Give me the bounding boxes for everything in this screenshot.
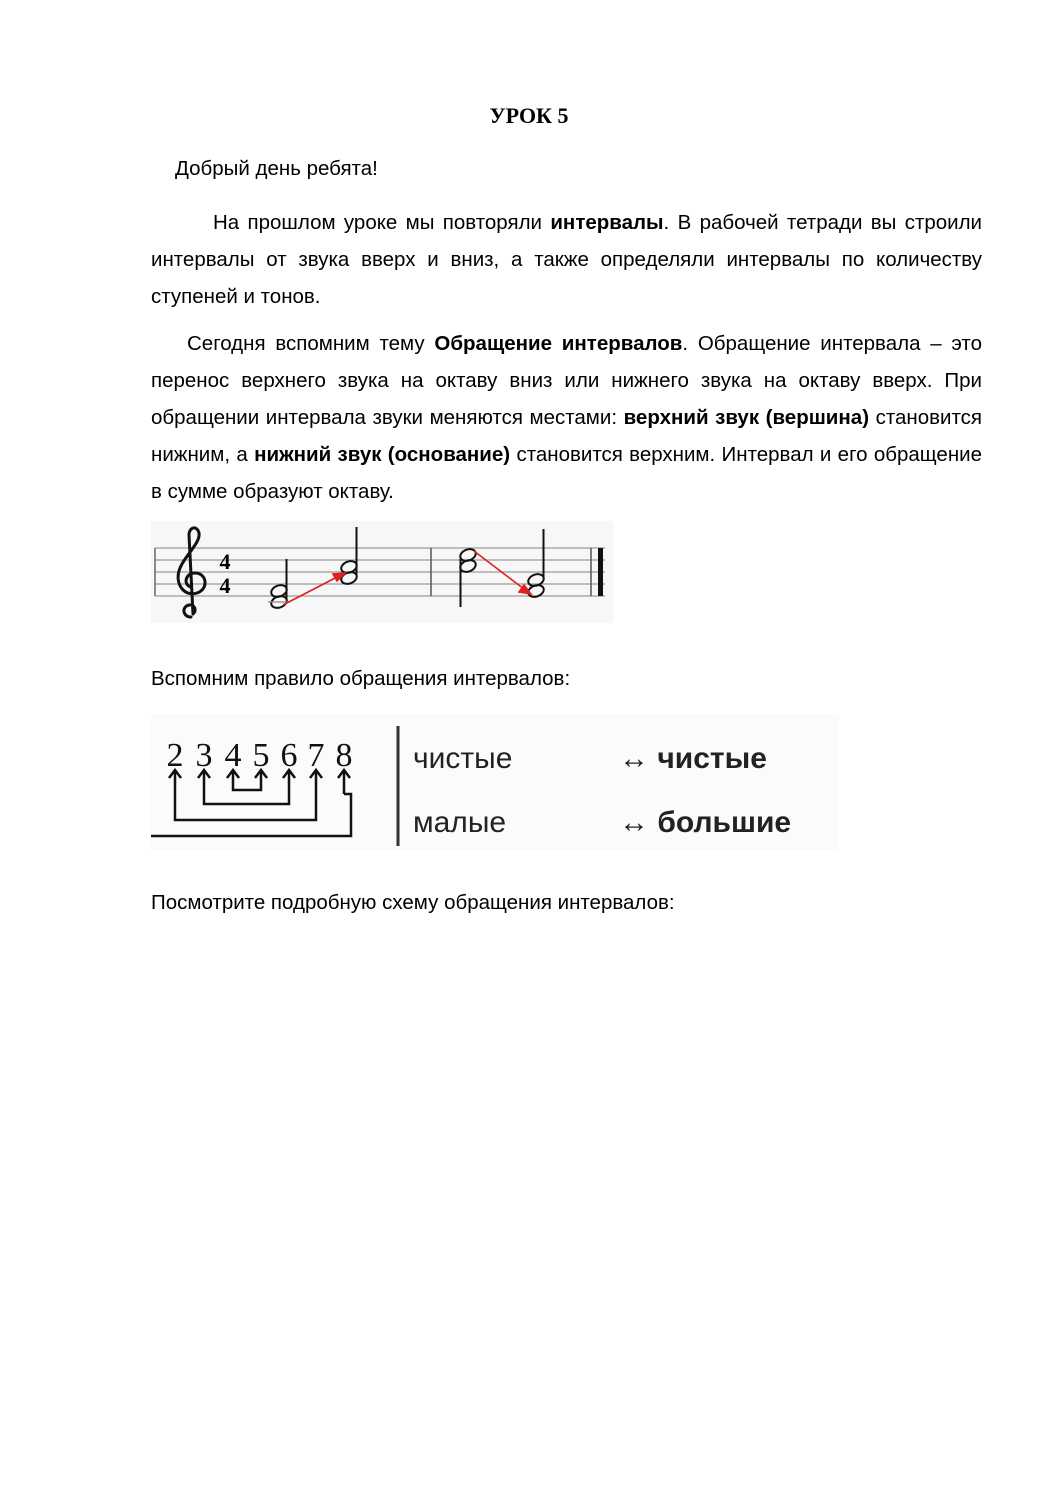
- number-8: 8: [335, 737, 353, 774]
- inversion-rule-diagram: [151, 714, 839, 850]
- staff-inversion-example: [151, 521, 613, 623]
- number-4: 4: [224, 737, 242, 774]
- rule-row2-right: ↔ большие: [619, 806, 792, 839]
- greeting-text: Добрый день ребята!: [175, 157, 378, 180]
- bold-lower-sound: нижний звук (основание): [254, 443, 511, 466]
- bold-topic: Обращение интервалов: [434, 332, 683, 355]
- time-signature-top: 4: [219, 549, 231, 574]
- bold-intervals: интервалы: [550, 211, 664, 234]
- bold-upper-sound: верхний звук (вершина): [623, 406, 870, 429]
- time-signature-bottom: 4: [219, 573, 231, 598]
- number-3: 3: [195, 737, 213, 774]
- number-2: 2: [166, 737, 184, 774]
- rule-row1-left: чистые: [413, 742, 513, 775]
- number-5: 5: [252, 737, 270, 774]
- rule-row1-right: ↔ чистые: [619, 742, 767, 775]
- number-6: 6: [280, 737, 298, 774]
- paragraph-previous-lesson: На прошлом уроке мы повторяли интервалы. В рабочей тетради вы строили интервалы от звука вверх и вниз, а также определяли интервалы по количеству ступеней и тонов.: [151, 211, 982, 308]
- paragraph-inversion-definition: Сегодня вспомним тему Обращение интервалов. Обращение интервала – это перенос верхнего звука на октаву вниз или нижнего звука на октаву вверх. При обращении интервала звуки меняются местами: верхний звук (вершина) становится нижним, а нижний звук (основание) становится верхним. Интервал и его обращение в сумме образуют октаву.: [151, 332, 982, 503]
- number-7: 7: [307, 737, 325, 774]
- lesson-title: УРОК 5: [489, 103, 569, 128]
- rule-intro-text: Вспомним правило обращения интервалов:: [151, 667, 571, 690]
- scheme-intro-text: Посмотрите подробную схему обращения интервалов:: [151, 891, 675, 914]
- rule-row2-left: малые: [413, 806, 507, 839]
